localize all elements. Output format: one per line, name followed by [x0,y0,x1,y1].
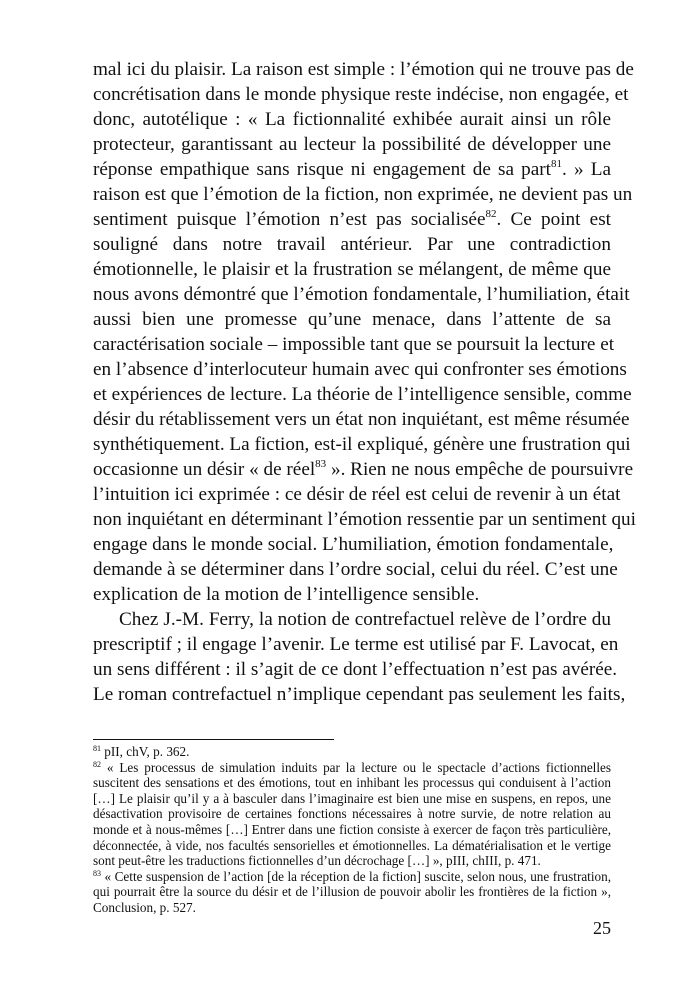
text-segment: réponse empathique sans risque ni engagement de sa part [93,159,552,180]
body-line [93,407,630,432]
text-segment: en l’absence d’interlocuteur humain avec qui confronter ses émotions [93,359,627,380]
body-line [93,182,633,207]
text-segment: mal ici du plaisir. La raison est simple : l’émotion qui ne trouve pas de [93,59,634,80]
footnote-line [93,822,611,838]
body-line [93,532,614,557]
body-line [93,82,629,107]
body-line [93,207,611,232]
body-line [93,682,626,707]
footnote-reference: 81 [551,158,563,170]
text-segment: déconnectée, à vide, nos facultés sensorielles et émotionnelles. La dématérialisation et le vertige [93,837,611,853]
footnote-reference: 83 [315,458,327,470]
text-segment: sont peut-être les traductions fictionnelles d’un décrochage […] », pIII, chIII, p. 471. [93,853,541,869]
text-segment: . » La [562,159,611,180]
text-segment: concrétisation dans le monde physique reste indécise, non engagée, et [93,84,629,105]
body-line [93,582,611,607]
text-segment: un sens différent : il s’agit de ce dont l’effectuation n’est pas avérée. [93,659,618,680]
footnote-separator [93,739,334,740]
text-segment: « Cette suspension de l’action [de la réception de la fiction] suscite, selon nous, une frustration, [101,868,611,884]
text-segment: Le roman contrefactuel n’implique cependant pas seulement les faits, [93,684,626,705]
body-line [93,507,636,532]
footnote-line [93,806,611,822]
footnote-line [93,760,611,776]
footnote-line [93,900,611,916]
text-segment: raison est que l’émotion de la fiction, non exprimée, ne devient pas un [93,184,633,205]
text-segment: non inquiétant en déterminant l’émotion ressentie par un sentiment qui [93,509,636,530]
body-line [93,332,615,357]
text-segment: donc, autotélique : « La fictionnalité exhibée aurait ainsi un rôle [93,109,611,130]
text-segment: aussi bien une promesse qu’une menace, dans l’attente de sa [93,309,611,330]
text-segment: caractérisation sociale – impossible tant que se poursuit la lecture et [93,334,615,355]
text-segment: suscitent des sensations et des émotions, tout en inhibant les processus qui conduisent à l’action [93,775,611,791]
footnotes [93,744,611,916]
footnote-line [93,884,611,900]
body-line [93,132,611,157]
body-line [93,557,618,582]
footnote-reference: 82 [485,208,497,220]
footnote-line [93,775,611,791]
body-line [93,232,611,257]
body-line [93,157,611,182]
text-segment: . Ce point est [496,209,611,230]
body-line [93,282,630,307]
text-segment: Conclusion, p. 527. [93,899,196,915]
text-segment: et expériences de lecture. La théorie de l’intelligence sensible, comme [93,384,632,405]
body-line [93,107,611,132]
text-segment: désir du rétablissement vers un état non inquiétant, est même résumée [93,409,630,430]
body-line [93,382,632,407]
text-segment: désactivation provisoire de certaines fonctions nécessaires à notre survie, de notre relation au [93,806,611,822]
body-line [93,432,631,457]
text-segment: engage dans le monde social. L’humiliation, émotion fondamentale, [93,534,614,555]
footnote-line [93,869,611,885]
text-segment: Chez J.-M. Ferry, la notion de contrefactuel relève de l’ordre du [119,609,611,630]
body-line [93,57,634,82]
body-line [93,657,618,682]
text-segment: ». Rien ne nous empêche de poursuivre [326,459,634,480]
body-line [93,307,611,332]
text-segment: prescriptif ; il engage l’avenir. Le terme est utilisé par F. Lavocat, en [93,634,619,655]
text-segment: émotionnelle, le plaisir et la frustration se mélangent, de même que [93,259,611,280]
body-line [93,482,621,507]
footnote-reference: 82 [93,759,101,769]
footnote-reference: 83 [93,868,101,878]
text-segment: occasionne un désir « de réel [93,459,316,480]
body-line [93,257,611,282]
footnote-line [93,853,611,869]
text-segment: explication de la motion de l’intelligence sensible. [93,584,480,605]
body-text [93,57,636,707]
text-segment: qui pourrait être la source du désir et de l’illusion de pouvoir abolir les frontières de la fiction », [93,884,611,900]
text-segment: nous avons démontré que l’émotion fondamentale, l’humiliation, était [93,284,630,305]
text-segment: sentiment puisque l’émotion n’est pas socialisée [93,209,486,230]
footnote-line [93,838,611,854]
text-segment: protecteur, garantissant au lecteur la possibilité de développer une [93,134,611,155]
text-segment: pII, chV, p. 362. [101,744,190,759]
footnote-reference: 81 [93,744,101,753]
text-segment: synthétiquement. La fiction, est-il expliqué, génère une frustration qui [93,434,631,455]
body-line [93,457,634,482]
text-segment: demande à se déterminer dans l’ordre social, celui du réel. C’est une [93,559,618,580]
text-segment: l’intuition ici exprimée : ce désir de réel est celui de revenir à un état [93,484,621,505]
body-line [93,607,611,632]
text-segment: […] Le plaisir qu’il y a à basculer dans l’imaginaire est bien une mise en suspens, en repos, une [93,790,611,806]
text-segment: « Les processus de simulation induits par la lecture ou le spectacle d’actions fictionnelles [101,759,611,775]
body-line [93,357,627,382]
footnote-line [93,744,611,760]
text-segment: monde et à nous-mêmes […] Entrer dans une fiction consiste à exercer de façon très particulière, [93,821,611,837]
page-number: 25 [593,918,611,938]
footnote-line [93,791,611,807]
body-line [93,632,619,657]
text-segment: souligné dans notre travail antérieur. Par une contradiction [93,234,611,255]
